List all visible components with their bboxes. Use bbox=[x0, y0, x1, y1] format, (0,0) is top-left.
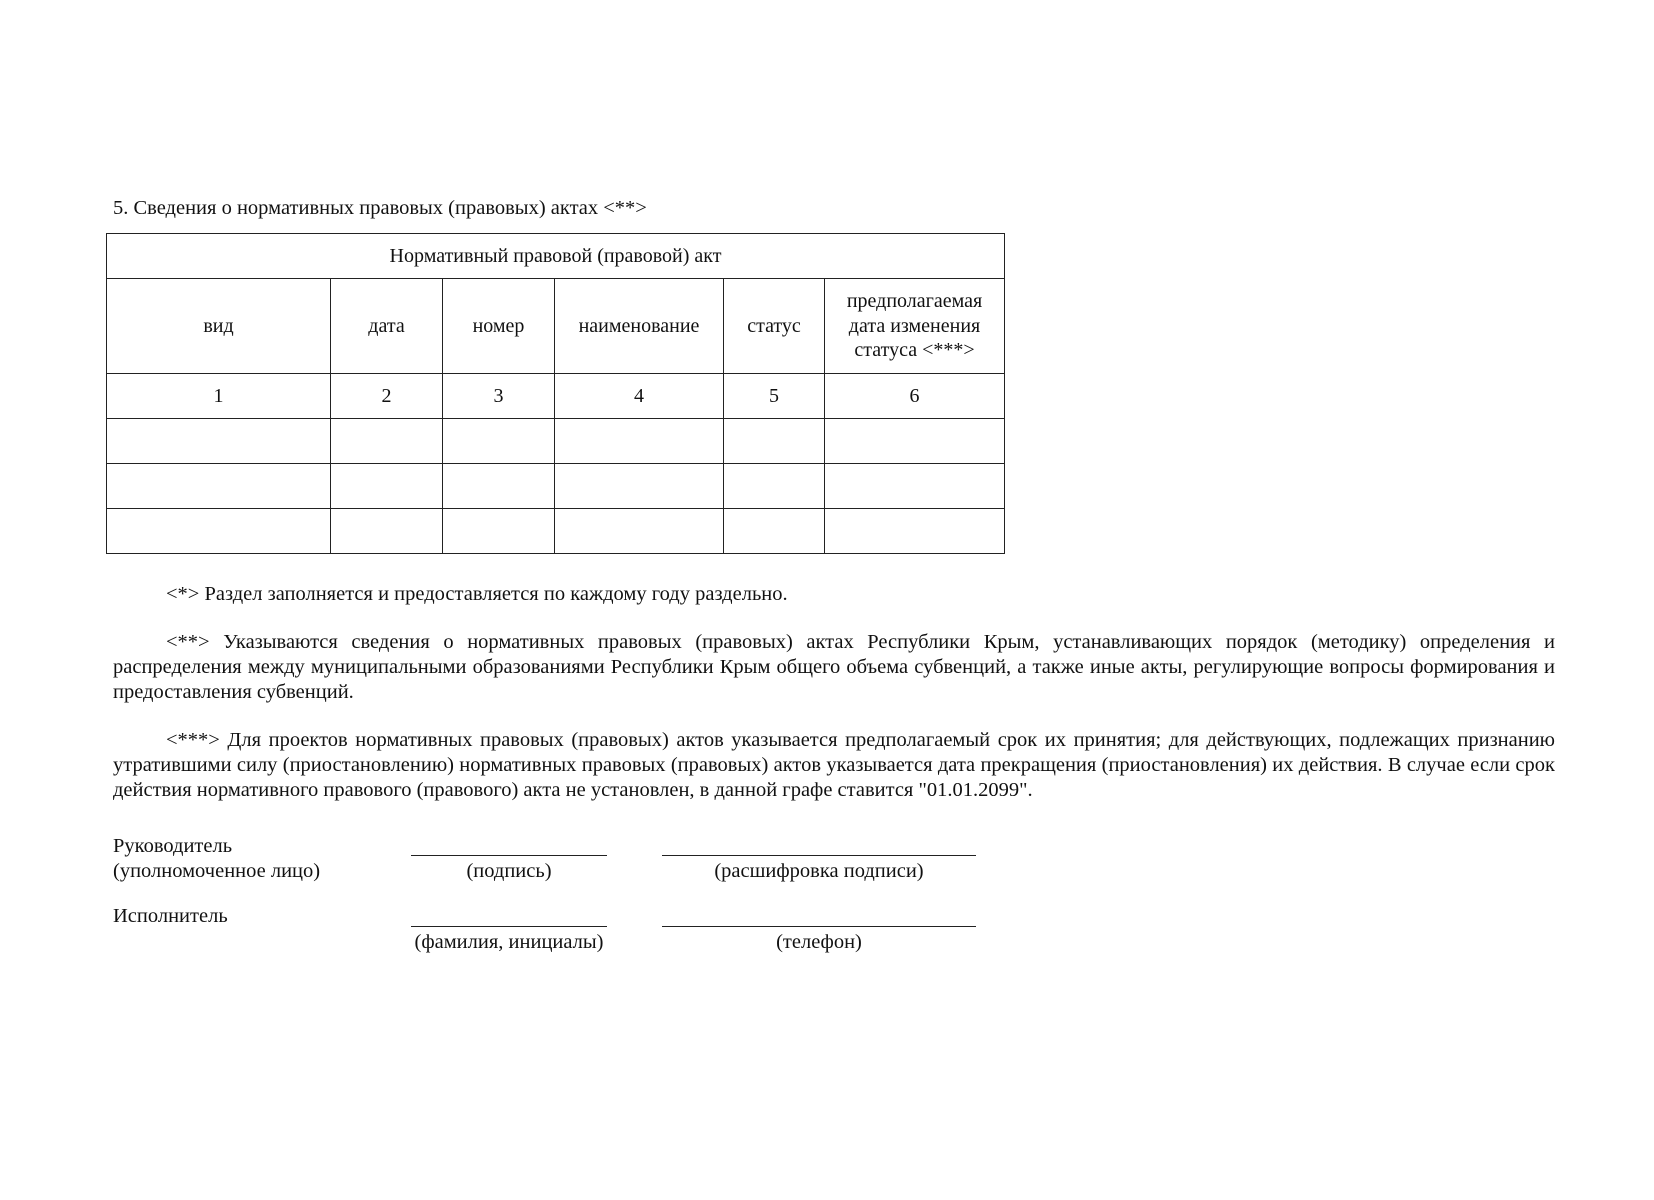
head-label-subtitle: (уполномоченное лицо) bbox=[113, 860, 321, 882]
executor-name-line[interactable] bbox=[411, 926, 607, 927]
column-number: 1 bbox=[107, 374, 331, 419]
footnote-3: <***> Для проектов нормативных правовых (правовых) актов указывается предполагаемый срок их принятия; для действующих, подлежащих признанию утратившими силу (приостановлению) нормативных правовых (правовых) актов указывается дата прекращения (приостановления) их действия. В случае если срок действия нормативного правового (правового) акта не установлен, в данной графе ставится "01.01.2099". bbox=[113, 729, 1555, 801]
table-cell[interactable] bbox=[443, 419, 555, 464]
executor-phone-caption: (телефон) bbox=[776, 931, 862, 953]
footnotes bbox=[113, 582, 1555, 826]
table-column-header-row bbox=[107, 279, 1005, 374]
table-cell[interactable] bbox=[107, 419, 331, 464]
table-cell[interactable] bbox=[443, 464, 555, 509]
column-number: 5 bbox=[724, 374, 825, 419]
head-signature-caption: (подпись) bbox=[466, 860, 552, 882]
table-cell[interactable] bbox=[107, 464, 331, 509]
column-number: 6 bbox=[825, 374, 1005, 419]
column-header-type: вид bbox=[107, 279, 331, 374]
head-decoding-line[interactable] bbox=[662, 855, 976, 856]
section-title: 5. Сведения о нормативных правовых (правовых) актах <**> bbox=[113, 197, 647, 219]
column-header-name: наименование bbox=[555, 279, 724, 374]
table-cell[interactable] bbox=[825, 419, 1005, 464]
table-cell[interactable] bbox=[825, 509, 1005, 554]
executor-label: Исполнитель bbox=[113, 905, 228, 927]
executor-name-caption: (фамилия, инициалы) bbox=[414, 931, 604, 953]
table-cell[interactable] bbox=[724, 509, 825, 554]
footnote-2: <**> Указываются сведения о нормативных правовых (правовых) актах Республики Крым, устанавливающих порядок (методику) определения и распределения между муниципальными образованиями Республики Крым общего объема субвенций, а также иные акты, регулирующие вопросы формирования и предоставления субвенций. bbox=[113, 631, 1555, 703]
column-header-number: номер bbox=[443, 279, 555, 374]
table-cell[interactable] bbox=[555, 419, 724, 464]
column-number: 2 bbox=[331, 374, 443, 419]
table-cell[interactable] bbox=[331, 419, 443, 464]
head-label bbox=[113, 834, 320, 884]
table-row bbox=[107, 509, 1005, 554]
table-cell[interactable] bbox=[825, 464, 1005, 509]
table-column-number-row bbox=[107, 374, 1005, 419]
column-header-status-change-date: предполагаемая дата изменения статуса <***> bbox=[825, 279, 1005, 374]
column-header-date: дата bbox=[331, 279, 443, 374]
table-cell[interactable] bbox=[107, 509, 331, 554]
table-group-header: Нормативный правовой (правовой) акт bbox=[107, 234, 1005, 279]
table-cell[interactable] bbox=[724, 419, 825, 464]
table-cell[interactable] bbox=[555, 509, 724, 554]
table-row bbox=[107, 464, 1005, 509]
table-row bbox=[107, 419, 1005, 464]
executor-phone-line[interactable] bbox=[662, 926, 976, 927]
legal-acts-table bbox=[106, 233, 1005, 554]
column-number: 4 bbox=[555, 374, 724, 419]
table-cell[interactable] bbox=[555, 464, 724, 509]
table-cell[interactable] bbox=[331, 509, 443, 554]
head-label-title: Руководитель bbox=[113, 835, 233, 857]
table-cell[interactable] bbox=[331, 464, 443, 509]
table-group-header-row bbox=[107, 234, 1005, 279]
column-number: 3 bbox=[443, 374, 555, 419]
table-cell[interactable] bbox=[443, 509, 555, 554]
head-signature-line[interactable] bbox=[411, 855, 607, 856]
head-decoding-caption: (расшифровка подписи) bbox=[714, 860, 924, 882]
table-cell[interactable] bbox=[724, 464, 825, 509]
footnote-1: <*> Раздел заполняется и предоставляется по каждому году раздельно. bbox=[166, 583, 788, 605]
column-header-status: статус bbox=[724, 279, 825, 374]
